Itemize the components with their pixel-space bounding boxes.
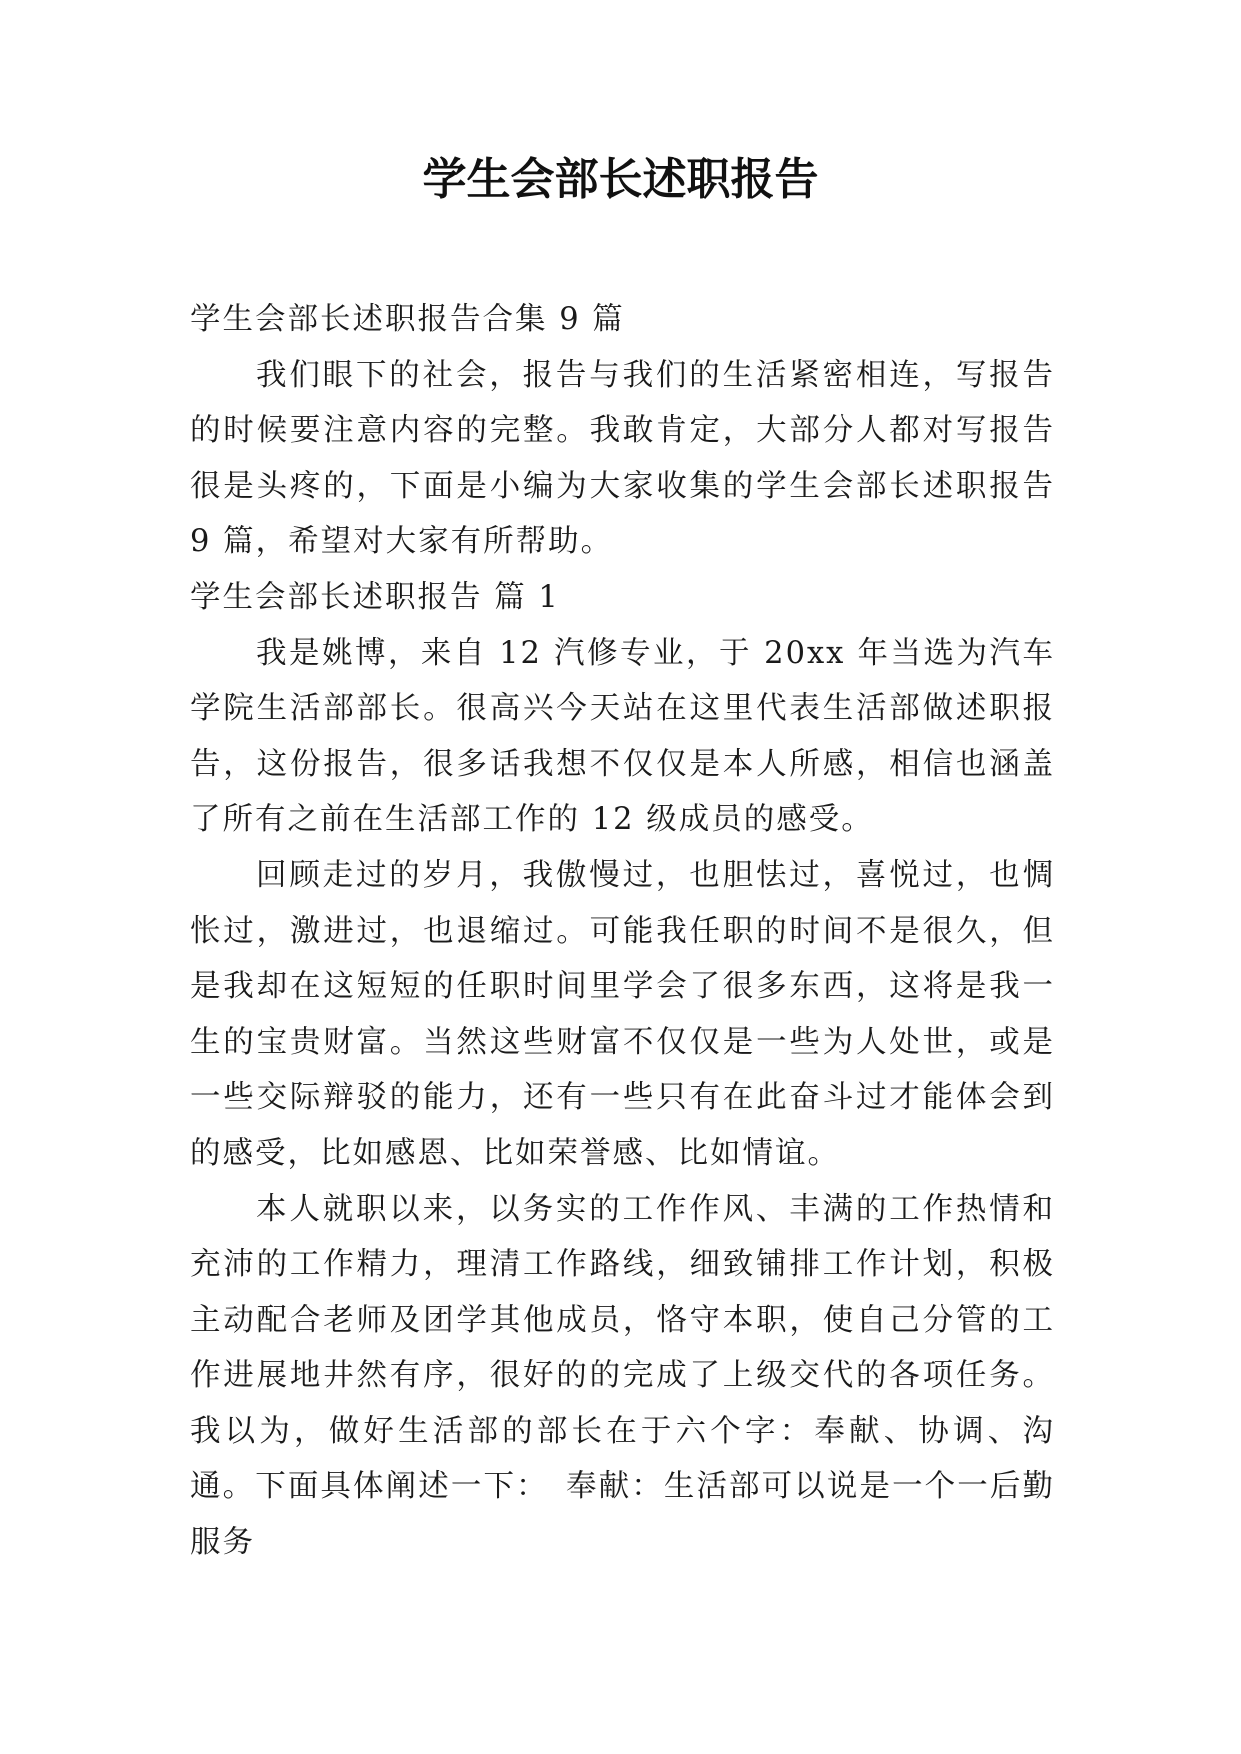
section-heading: 学生会部长述职报告 篇 1 [190, 579, 560, 615]
document-body [190, 292, 1055, 1571]
body-paragraph: 我是姚博，来自 12 汽修专业，于 20xx 年当选为汽车学院生活部部长。很高兴今天站在这里代表生活部做述职报告，这份报告，很多话我想不仅仅是本人所感，相信也涵盖了所有之前在生活部工作的 12 级成员的感受。 [190, 635, 1055, 838]
document-title: 学生会部长述职报告 [422, 154, 819, 205]
intro-paragraph: 我们眼下的社会，报告与我们的生活紧密相连，写报告的时候要注意内容的完整。我敢肯定，大部分人都对写报告很是头疼的，下面是小编为大家收集的学生会部长述职报告 9 篇，希望对大家有所帮助。 [190, 357, 1055, 560]
body-paragraph: 回顾走过的岁月，我傲慢过，也胆怯过，喜悦过，也惆怅过，激进过，也退缩过。可能我任职的时间不是很久，但是我却在这短短的任职时间里学会了很多东西，这将是我一生的宝贵财富。当然这些财富不仅仅是一些为人处世，或是一些交际辩驳的能力，还有一些只有在此奋斗过才能体会到的感受，比如感恩、比如荣誉感、比如情谊。 [190, 857, 1055, 1171]
body-paragraph: 本人就职以来，以务实的工作作风、丰满的工作热情和充沛的工作精力，理清工作路线，细致铺排工作计划，积极主动配合老师及团学其他成员，恪守本职，使自己分管的工作进展地井然有序，很好的的完成了上级交代的各项任务。我以为，做好生活部的部长在于六个字：奉献、协调、沟通。下面具体阐述一下： 奉献：生活部可以说是一个一后勤服务 [190, 1191, 1055, 1561]
section-heading: 学生会部长述职报告合集 9 篇 [190, 302, 625, 337]
